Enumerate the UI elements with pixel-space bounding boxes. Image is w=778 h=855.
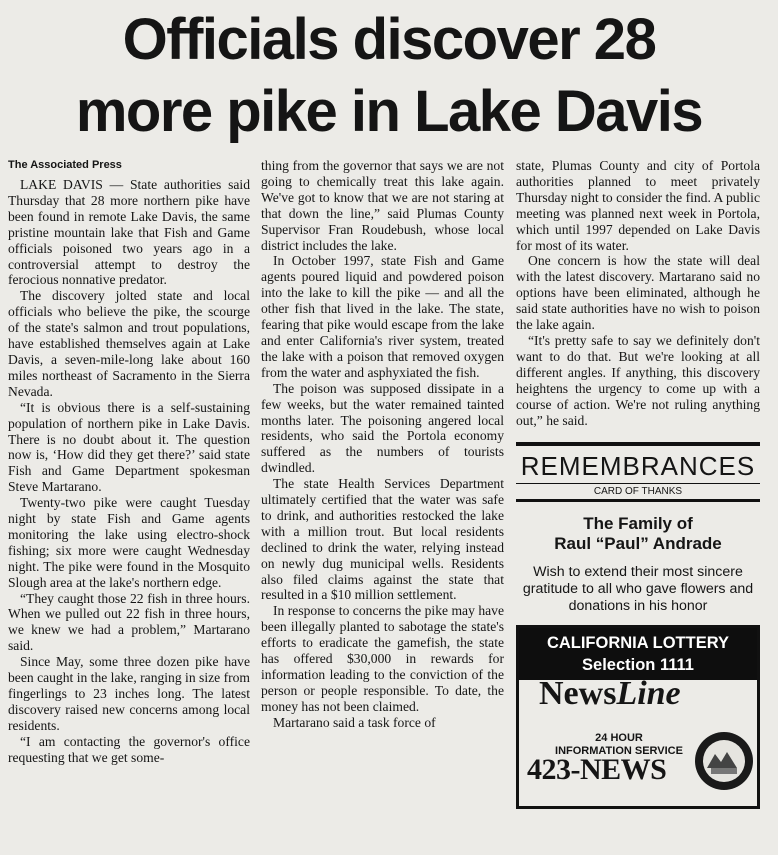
paragraph: thing from the governor that says we are not going to chemically treat this lake again. We've got to know that we are not staring at that down the line,” said Plumas County Supervisor Fran Roudebush, whose local district includes the lake. [261, 158, 504, 253]
paragraph: LAKE DAVIS — State authorities said Thursday that 28 more northern pike have been found in remote Lake Davis, the same pristine mountain lake that Fish and Game officials poisoned two years ago in a controversial attempt to destroy the ferocious nonnative predator. [8, 177, 250, 288]
phone-number: 423-NEWS [527, 753, 667, 787]
newspaper-seal-icon [693, 730, 755, 792]
thanks-message: Wish to extend their most sincere gratitude to all who gave flowers and donations in his honor [522, 564, 754, 615]
family-name [516, 514, 760, 554]
article-column-1 [8, 158, 250, 766]
family-line-1: The Family of [583, 514, 693, 534]
article-column-2 [261, 158, 504, 731]
newsline-logo [539, 675, 681, 713]
paragraph: “It is obvious there is a self-sustaining population of northern pike in Lake Davis. There is no doubt about it. The question now is, ‘How did they get there?’ said state Fish and Game Department spokesman Steve Martarano. [8, 399, 250, 495]
service-line-2: INFORMATION SERVICE [555, 745, 683, 758]
headline [0, 4, 778, 148]
paragraph: In response to concerns the pike may have been illegally planted to sabotage the state's efforts to eradicate the gamefish, the state has offered $30,000 in rewards for information leading to the conviction of the person or people responsible. To date, the money has not been claimed. [261, 603, 504, 714]
lottery-line-2: Selection 1111 [582, 656, 694, 675]
paragraph: “They caught those 22 fish in three hours. When we pulled out 22 fish in three hours, we knew we had a problem,” Martarano said. [8, 590, 250, 654]
ad-top-rule [516, 442, 760, 446]
newsline-news: News [539, 675, 617, 713]
paragraph: “It's pretty safe to say we definitely don't want to do that. But we're looking at all different angles. If anything, this discovery heightens the urgency to come up with a course of action. We're not ruling anything out,” he said. [516, 332, 760, 428]
paragraph: state, Plumas County and city of Portola authorities planned to meet privately Thursday night to consider the find. A public meeting was planned next week in Portola, which until 1997 depended on Lake Davis for most of its water. [516, 158, 760, 253]
paragraph: Since May, some three dozen pike have been caught in the lake, ranging in size from fingerlings to 23 inches long. The latest discovery raised new concerns among local residents. [8, 654, 250, 733]
remembrances-title: REMEMBRANCES [520, 451, 756, 482]
lottery-header [519, 628, 757, 680]
newsline-line: Line [616, 675, 681, 713]
paragraph: In October 1997, state Fish and Game agents poured liquid and powdered poison into the lake to kill the pike — and all the other fish that lived in the lake. The state, fearing that pike would escape from the lake and enter California's river system, treated the lake with a poison that removed oxygen from the water and asphyxiated the fish. [261, 253, 504, 380]
paragraph: One concern is how the state will deal with the latest discovery. Martarano said no options have been eliminated, although he said state authorities have no wish to poison the lake again. [516, 253, 760, 333]
paragraph: Twenty-two pike were caught Tuesday night by state Fish and Game agents monitoring the lake using electro-shock fishing; six more were caught Wednesday night. The pike were found in the Mosquito Slough area at the lake's northern edge. [8, 495, 250, 590]
paragraph: The state Health Services Department ultimately certified that the water was safe to drink, and authorities restocked the lake with a million trout. But local residents declined to drink the water, relying instead on newly dug municipal wells. Residents also filed claims against the state that resulted in a $10 million settlement. [261, 476, 504, 603]
headline-line-2: more pike in Lake Davis [75, 79, 703, 144]
byline: The Associated Press [8, 159, 122, 171]
service-line-1: 24 HOUR [595, 732, 643, 745]
paragraph: “I am contacting the governor's office requesting that we get some- [8, 733, 250, 765]
paragraph: The poison was supposed dissipate in a few weeks, but the water remained tainted months later. The poisoning angered local residents, who said the Portola economy suffered as the numbers of tourists dwindled. [261, 380, 504, 476]
family-line-2: Raul “Paul” Andrade [554, 534, 722, 554]
lottery-line-1: CALIFORNIA LOTTERY [546, 634, 730, 653]
paragraph: The discovery jolted state and local officials who believe the pike, the scourge of the state's salmon and trout populations, have established themselves again at Lake Davis, a seven-mile-long lake about 160 miles northeast of Sacramento in the Sierra Nevada. [8, 288, 250, 399]
headline-line-1: Officials discover 28 [122, 7, 656, 72]
paragraph: Martarano said a task force of [273, 714, 436, 730]
card-of-thanks-label: CARD OF THANKS [516, 483, 760, 502]
lottery-ad [516, 625, 760, 809]
article-column-3 [516, 158, 760, 809]
